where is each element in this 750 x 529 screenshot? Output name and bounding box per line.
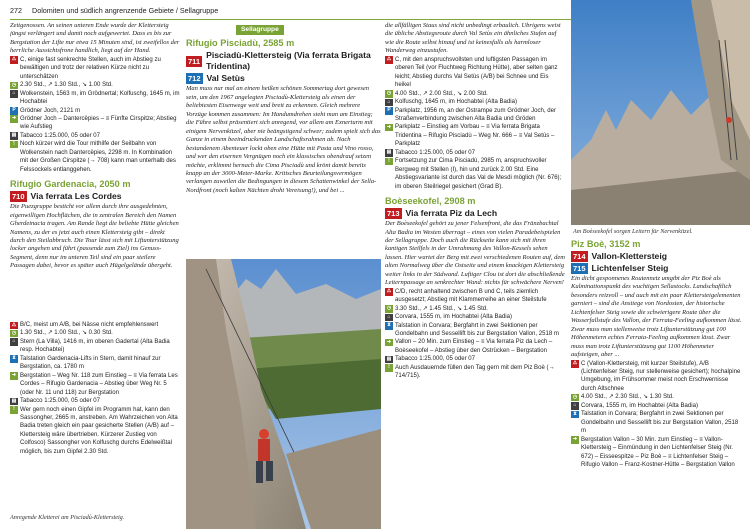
difficulty-icon: ⚠ — [386, 56, 392, 63]
tip-icon: ! — [385, 364, 393, 372]
col1-route-info: ⚠ B/C, meist um A/B, bei Nässe nicht empfehlenswert ◷ 1.30 Std., ↗ 1.00 Std., ↘ 0.30 Std. ⌂ Stern (La Villa), 1416 m, im oberen Gadertal (Alta Badia resp. Hochabtei) ⧗ Talstation Gardenacia-Lifts in Stern, damit hinauf zur Bergstation, ca. 1780 m ➜ Bergstation – Weg Nr. 118 zum Einstieg – ≡ Via ferrata Les Cordes – Rifugio Gardenacia – Abstieg über Weg Nr. 5 (oder Nr. 11 und 118) zur Bergstation ▤ Tabacco 1:25.000, 05 oder 07 ! Wer gern noch einen Gipfel im Programm hat, kann den Sassongher, 2665 m, anstreben. Am Wahrzeichen von Alta Badia treten gleich ein paar gesicherte Stellen (A/B) auf – Klettersteig wäre übertrieben. Kürzerer Zustieg von Colfosco) Sassongher von Kolfuschg durchs Edelweißtal möglich, bis zum Gipfel 2.30 Std. — [11, 321, 178, 455]
route-number-badge: 710 — [12, 192, 25, 202]
info-difficulty: ⚠ C, einige fast senkrechte Stellen, auch im Abstieg zu bewältigen und trotz der relativen Kürze nicht zu unterschätzen — [11, 56, 161, 80]
clock-icon: ◷ — [572, 393, 578, 400]
route-description: Die Puezgruppe besticht vor allem durch ihre ausgedehnten, eigenwilligen Hochflächen, die in zentralen Bereich den Namen Gherdeinacia tragen. Am Rande liegt die beliebte Hütte gleichen Namens, zu der es jetzt auch einen Klettersteig gibt – direkt durch den Steilabbruch. Die Tour lässt sich mit Liftunterstützung locker angehen und führt (passende zum Ziel) ins Genuss-Segment, denn nur im unteren Teil sind ein paar steilere Passagen dabei, bevor es später auch Hügelgelände übergeht. — [10, 203, 179, 270]
ladder-photo — [571, 0, 750, 225]
climber-photo — [186, 259, 381, 529]
map-icon: ▤ — [11, 132, 17, 139]
column-3: die allfälligen Staus sind nicht unbedingt erbaulich. Übrigens weist die übliche Abstiegsroute durch Val Setùs ein ähnliches Stufen auf wie die Route selbst hinauf und ist keinesfalls als harmloser Wanderweg einzustufen. ⚠ C, mit den anspruchsvollsten und luftigsten Passagen im oberen Teil (vor Fluchtweg Richtung Hütte), aber selten ganz leicht; Abstieg durchs Val Setùs (A/B) bei Schnee und Eis heikel ◷ 4.00 Std., ↗ 2.00 Std., ↘ 2.00 Std. ⌂ Kolfuschg, 1645 m, im Hochabtei (Alta Badia) P Parkplatz, 1956 m, an der Ostrampe zum Grödner Joch, der Straßenverbindung zwischen Alta Badia und Gröden ➜ Parkplatz – Einstieg am Vorbau – ≡ Via ferrata Brigata Tridentina – Rifugio Pisciadù – Weg Nr. 666 – ≡ Val Setùs – Parkplatz ▤ Tabacco 1:25.000, 05 oder 07 ! Fortsetzung zur Cima Pisciadù, 2985 m, anspruchsvoller Bergweg mit Stellen (I), hin und zurück 2.00 Std. Eine Abstiegsvariante ist durch das Val de Mesdi möglich (Nr. 676); im oberen Steilriegel gesichert (Grad B). Boèseekofel, 2908 m 713 Via ferrata Piz da Lech Der Boèseekofel gehört zu jener Felsenfront, die das Fränzbachtal Alta Badia im Westen überragt – eines von vielen Paradebeispielen der Sellagruppe. Doch auch die Rückseite kann sich mit ihren kantigen Steilfels in der Umrahmung des Vallon-Kessels sehen lassen. Hier wartet der Berg mit zwei verschiedenen Routen auf, dem alten Normalweg über die Ostseite und einem knackigen Klettersteig weiter links in der Südwand. Luftiger Clou ist dort die abschließende Leiternpassage an senkrechter Wand: nichts für schwächere Nerven! ⚠ C/D, recht anhaltend zwischen B und C, teils ziemlich ausgesetzt; Abstieg mit Klammerreihe an einer Steilstufe ◷ 3.30 Std., ↗ 1.45 Std., ↘ 1.45 Std. ⌂ Corvara, 1555 m, im Hochabtei (Alta Badia) ⧗ Talstation in Corvara; Bergfahrt in zwei Sektionen per Gondelbahn und Sessellift bis zur Bergstation Vallon, 2518 m ➜ Vallon – 20 Min. zum Einstieg – ≡ Via ferrata Piz da Lech – Boèseekofel – Abstieg über den Ostrücken – Bergstation ▤ Tabacco 1:25.000, 05 oder 07 ! Auch Ausdauernde füllen den Tag gern mit dem Piz Boè (→ 714/715). — [385, 22, 565, 380]
difficulty-icon: ⚠ — [386, 288, 392, 295]
route-description: Ein dicht gesponnenes Routennetz umgibt der Piz Boè als Kulminationspunkt des wuchtigen Sellastocks. Landschaftlich besonders reizvoll – und auch mit ein paar Klettersteigelementen garniert – sind die Anstiege von Nordosten, der historische Lichtenfelser Steig sowie die schwierigere Route über die Wasserfallstufe des Vallon, der Ferrata-Feeling aufkommen lässt. Zwar muss man stellenweise trotz Liftunterstützung gut 100 Höhenmetern echtes Ferrata-Feeling aufkommen lässt. Zwar muss man trotz Liftunterstützung gut 1100 Höhenmeter aufsteigen, aber ... — [571, 275, 742, 359]
intro-paragraph: Zeitgenossen. An seinen unteren Ende wurde der Klettersteig jüngst verlängert und damit noch aufgewertet. Dass es bis zur Bergstation der Lifte nur etwa 15 Minuten sind, ist zweifellos der herrliche Aussichtsfrone handlich, liegt auf der Hand. — [10, 22, 180, 55]
route-number-badge: 712 — [188, 74, 201, 84]
tip-icon: ! — [10, 141, 18, 149]
route-title-712: 712 Val Setùs — [188, 73, 245, 84]
route-icon: ➜ — [572, 436, 578, 443]
ladder-photo-image — [571, 0, 750, 225]
route-title-710: 710 Via ferrata Les Cordes — [12, 191, 122, 202]
house-icon: ⌂ — [10, 90, 18, 98]
difficulty-icon: ⚠ — [11, 56, 17, 63]
house-icon: ⌂ — [571, 402, 579, 410]
route-icon: ➜ — [386, 123, 392, 130]
photo-caption-1: Anregende Kletterei am Pisciadù-Klettersteig. — [10, 514, 125, 521]
map-icon: ▤ — [386, 149, 392, 156]
route-number-badge: 713 — [387, 209, 400, 219]
running-title: Dolomiten und südlich angrenzende Gebiete / Sellagruppe — [32, 6, 219, 15]
parking-icon: P — [10, 107, 18, 115]
section-heading: Piz Boè, 3152 m — [571, 239, 641, 249]
route-number-badge: 711 — [188, 56, 201, 66]
cablecar-icon: ⧗ — [571, 411, 579, 419]
info-start: ⌂ Wolkenstein, 1563 m, im Grödnertal; Kolfuschg, 1645 m, im Hochabtei — [10, 90, 180, 107]
cablecar-icon: ⧗ — [385, 322, 393, 330]
route-description: Man muss nur mal an einem heißen schönen Sommertag dort gewesen sein, um den 1967 angelegten Pisciadù-Klettersteig als einen der beliebtesten Eisenwege weit und breit zu erkennen. Gleich mehrere Vorzüge kommen zusammen: Im Handumdrehen steht man am Einstieg; die Führe selbst präsentiert sich anregend, vor allem am Exnerturm mit einigem Nervenkitzel, aber nie beängstigend schwer; zudem spielt sich das Ganze in einem beeindruckenden Landschaftsrahmen ab. Nach bestandenem Abenteuer lockt oben eine Hütte mit Pasta und Vino rosso, und wer den eisernen Vergnügen noch ein klassisches obendrauf setzen möchte, erklimmt hernach die Cima Pisciadù und krönt damit bereits knapp an der 3000-Meter-Marke. Kritisches Beurteilungsvermögen verlangen zuweilen die Bedingungen in diesem Schattenwinkel der Sella-Nordfront (noch kalten Nächten droht Vereisung!), und bei ... — [186, 85, 381, 194]
intro-paragraph: die allfälligen Staus sind nicht unbedingt erbaulich. Übrigens weist die übliche Abstiegsroute durch Val Setùs ein ähnliches Stufen auf wie die Route selbst hinauf und ist keinesfalls als harmloser Wanderweg einzustufen. — [385, 22, 561, 55]
route-title-713: 713 Via ferrata Piz da Lech — [387, 208, 498, 219]
clock-icon: ◷ — [11, 329, 17, 336]
group-tag: Sellagruppe — [236, 25, 284, 35]
house-icon: ⌂ — [10, 338, 18, 346]
parking-icon: P — [385, 107, 393, 115]
house-icon: ⌂ — [385, 314, 393, 322]
info-map: ▤ Tabacco 1:25.000, 05 oder 07 — [11, 132, 101, 139]
info-parking: P Grödner Joch, 2121 m — [10, 107, 180, 115]
info-tip: ! Noch kürzer wird die Tour mithilfe der Seilbahn von Wolkenstein nach Dantercëpies, 2298 m. In Kombination mit der Großen Cirspitze (→ 708) kann man unterhalb des Felssockels entlanggehen. — [10, 140, 180, 174]
map-icon: ▤ — [11, 397, 17, 404]
route-title-714: 714 Vallon-Klettersteig — [573, 251, 667, 261]
route-number-badge: 714 — [573, 252, 586, 261]
route-description: Der Boèseekofel gehört zu jener Felsenfront, die das Fränzbachtal Alta Badia im Westen überragt – eines von vielen Paradebeispielen der Sellagruppe. Doch auch die Rückseite kann sich mit ihren kantigen Steilfels in der Umrahmung des Vallon-Kessels sehen lassen. Hier wartet der Berg mit zwei verschiedenen Routen auf, dem alten Normalweg über die Ostseite und einem knackigen Klettersteig weiter links in der Südwand. Luftiger Clou ist dort die abschließende Leiternpassage an senkrechter Wand: nichts für schwächere Nerven! — [385, 220, 565, 287]
route-number-badge: 715 — [573, 264, 586, 273]
section-heading: Boèseekofel, 2908 m — [385, 196, 476, 207]
route-icon: ➜ — [11, 372, 17, 379]
map-icon: ▤ — [386, 355, 392, 362]
section-heading: Rifugio Gardenacia, 2050 m — [10, 179, 131, 190]
difficulty-icon: ⚠ — [572, 360, 578, 367]
cablecar-icon: ⧗ — [10, 355, 18, 363]
route-title-711: 711 Pisciadù-Klettersteig (Via ferrata Brigata Tridentina) — [188, 50, 371, 72]
column-2 — [186, 22, 381, 257]
info-time: ◷ 2.30 Std., ↗ 1.30 Std., ↘ 1.00 Std. — [11, 81, 113, 89]
column-4: Piz Boè, 3152 m 714 Vallon-Klettersteig 715 Lichtenfelser Steig Ein dicht gesponnenes Routennetz umgibt der Piz Boè als Kulminationspunkt des wuchtigen Sellastocks. Landschaftlich besonders reizvoll – und auch mit ein paar Klettersteigelementen garniert – sind die Anstiege von Nordosten, der historische Lichtenfelser Steig sowie die schwierigere Route über die Wasserfallstufe des Vallon, der Ferrata-Feeling aufkommen lässt. Zwar muss man stellenweise trotz Liftunterstützung gut 100 Höhenmetern echtes Ferrata-Feeling aufkommen lässt. Zwar muss man trotz Liftunterstützung gut 1100 Höhenmeter aufsteigen, aber ... ⚠ C (Vallon-Klettersteig, mit kurzer Steilstufe), A/B (Lichtenfelser Steig, nur stellenweise gesichert); hochalpine Umgebung, im Frühsommer meist noch Erschwernisse durch Altschnee ◷ 4.00 Std., ↗ 2.30 Std., ↘ 1.30 Std. ⌂ Corvara, 1555 m, im Hochabtei (Alta Badia) ⧗ Talstation in Corvara; Bergfahrt in zwei Sektionen per Gondelbahn und Sessellift bis zur Bergstation Vallon, 2518 m ➜ Bergstation Vallon – 30 Min. zum Einstieg – ≡ Vallon-Klettersteig – Einmündung in den Lichtenfelser Steig (Nr. 672) – Eisseespitze – Piz Boè – ≡ Lichtenfelser Steig – Rifugio Vallon – Franz-Kostner-Hütte – Bergstation Vallon — [571, 239, 742, 468]
house-icon: ⌂ — [385, 99, 393, 107]
photo-caption-2: Am Boèseekofel sorgen Leitern für Nervenkitzel. — [573, 228, 693, 235]
route-icon: ➜ — [386, 338, 392, 345]
section-heading: Rifugio Pisciadù, 2585 m — [186, 38, 295, 49]
info-route: ➜ Grödner Joch – Dantercëpies – ≡ Fünfte Cirspitze; Abstieg wie Aufstieg — [11, 115, 177, 131]
climber-photo-image — [186, 259, 381, 529]
tip-icon: ! — [10, 406, 18, 414]
page-number: 272 — [10, 6, 22, 15]
route-icon: ➜ — [11, 115, 17, 122]
clock-icon: ◷ — [386, 305, 392, 312]
clock-icon: ◷ — [386, 90, 392, 97]
difficulty-icon: ⚠ — [11, 321, 17, 328]
tip-icon: ! — [385, 158, 393, 166]
route-title-715: 715 Lichtenfelser Steig — [573, 263, 669, 273]
clock-icon: ◷ — [11, 81, 17, 88]
